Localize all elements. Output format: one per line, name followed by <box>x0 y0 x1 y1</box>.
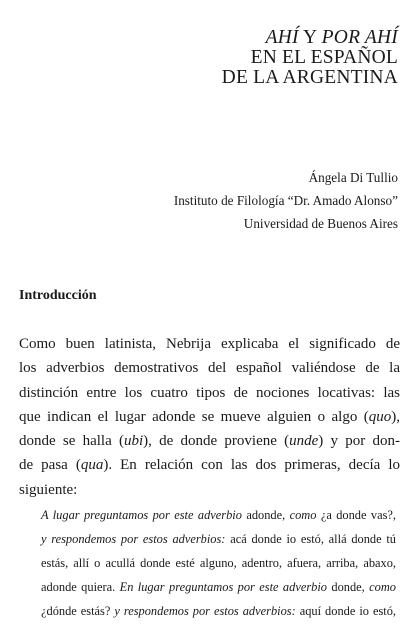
latin-term: quo <box>368 408 392 425</box>
title-italic-por-ahi: POR AHÍ <box>321 27 398 48</box>
text-run: ¿a donde vas?, <box>316 508 397 522</box>
quote-italic: y respondemos por estos adverbios: <box>41 532 226 546</box>
text-run: donde, <box>326 580 370 594</box>
quote-italic: como <box>369 580 396 594</box>
section-heading: Introducción <box>19 288 97 303</box>
text-run: ) y por don- <box>318 433 400 450</box>
article-title <box>222 28 398 88</box>
text-run: adonde quiera. <box>41 580 120 594</box>
paragraph-line: los adverbios demostrativos del español valiéndose de la <box>19 360 400 377</box>
paragraph-line: siguiente: <box>19 481 78 498</box>
author-university: Universidad de Buenos Aires <box>243 216 398 231</box>
title-italic-ahi: AHÍ <box>265 27 299 48</box>
quote-italic: En lugar preguntamos por este adverbio <box>119 580 327 594</box>
latin-term: unde <box>289 433 319 450</box>
text-run: ¿dónde estás? <box>41 604 115 618</box>
quote-line <box>41 503 396 527</box>
quote-line <box>41 527 396 551</box>
quote-line <box>41 575 396 599</box>
latin-term: ubi <box>124 433 144 450</box>
text-run: que indican el lugar adonde se mueve alguien o algo ( <box>19 408 369 425</box>
latin-term: qua <box>80 457 104 474</box>
text-run: adonde, <box>241 508 290 522</box>
author-block <box>174 166 398 235</box>
nebrija-quotation <box>41 503 396 623</box>
text-run: de pasa ( <box>19 457 81 474</box>
author-affiliation: Instituto de Filología “Dr. Amado Alonso” <box>173 193 398 208</box>
paragraph-line <box>19 429 400 453</box>
paragraph-line <box>19 453 400 477</box>
quote-italic: como <box>289 508 317 522</box>
paragraph-line: Como buen latinista, Nebrija explicaba el significado de <box>19 336 400 352</box>
quote-line: estás, allí o acullá donde esté alguno, adentro, afuera, arriba, abaxo, <box>41 556 396 570</box>
text-run: ), de donde proviene ( <box>143 433 290 450</box>
text-run: ). En relación con las dos primeras, decía lo <box>103 457 401 474</box>
intro-paragraph <box>19 332 400 502</box>
title-conjunction: Y <box>298 27 322 48</box>
text-run: aquí donde io estó, <box>295 604 397 618</box>
title-line-2: EN EL ESPAÑOL <box>250 47 398 68</box>
paragraph-line <box>19 405 400 429</box>
title-line-1 <box>222 28 398 48</box>
quote-italic: A lugar preguntamos por este adverbio <box>41 508 242 522</box>
title-line-3: DE LA ARGENTINA <box>221 67 398 88</box>
author-name: Ángela Di Tullio <box>308 170 398 185</box>
paragraph-line: distinción entre los cuatro tipos de nociones locativas: las <box>19 384 400 401</box>
text-run: ), <box>391 408 400 425</box>
text-run: acá donde io estó, allá donde tú <box>225 532 396 546</box>
quote-line <box>41 599 396 623</box>
text-run: donde se halla ( <box>19 433 124 450</box>
quote-italic: y respondemos por estos adverbios: <box>114 604 296 618</box>
